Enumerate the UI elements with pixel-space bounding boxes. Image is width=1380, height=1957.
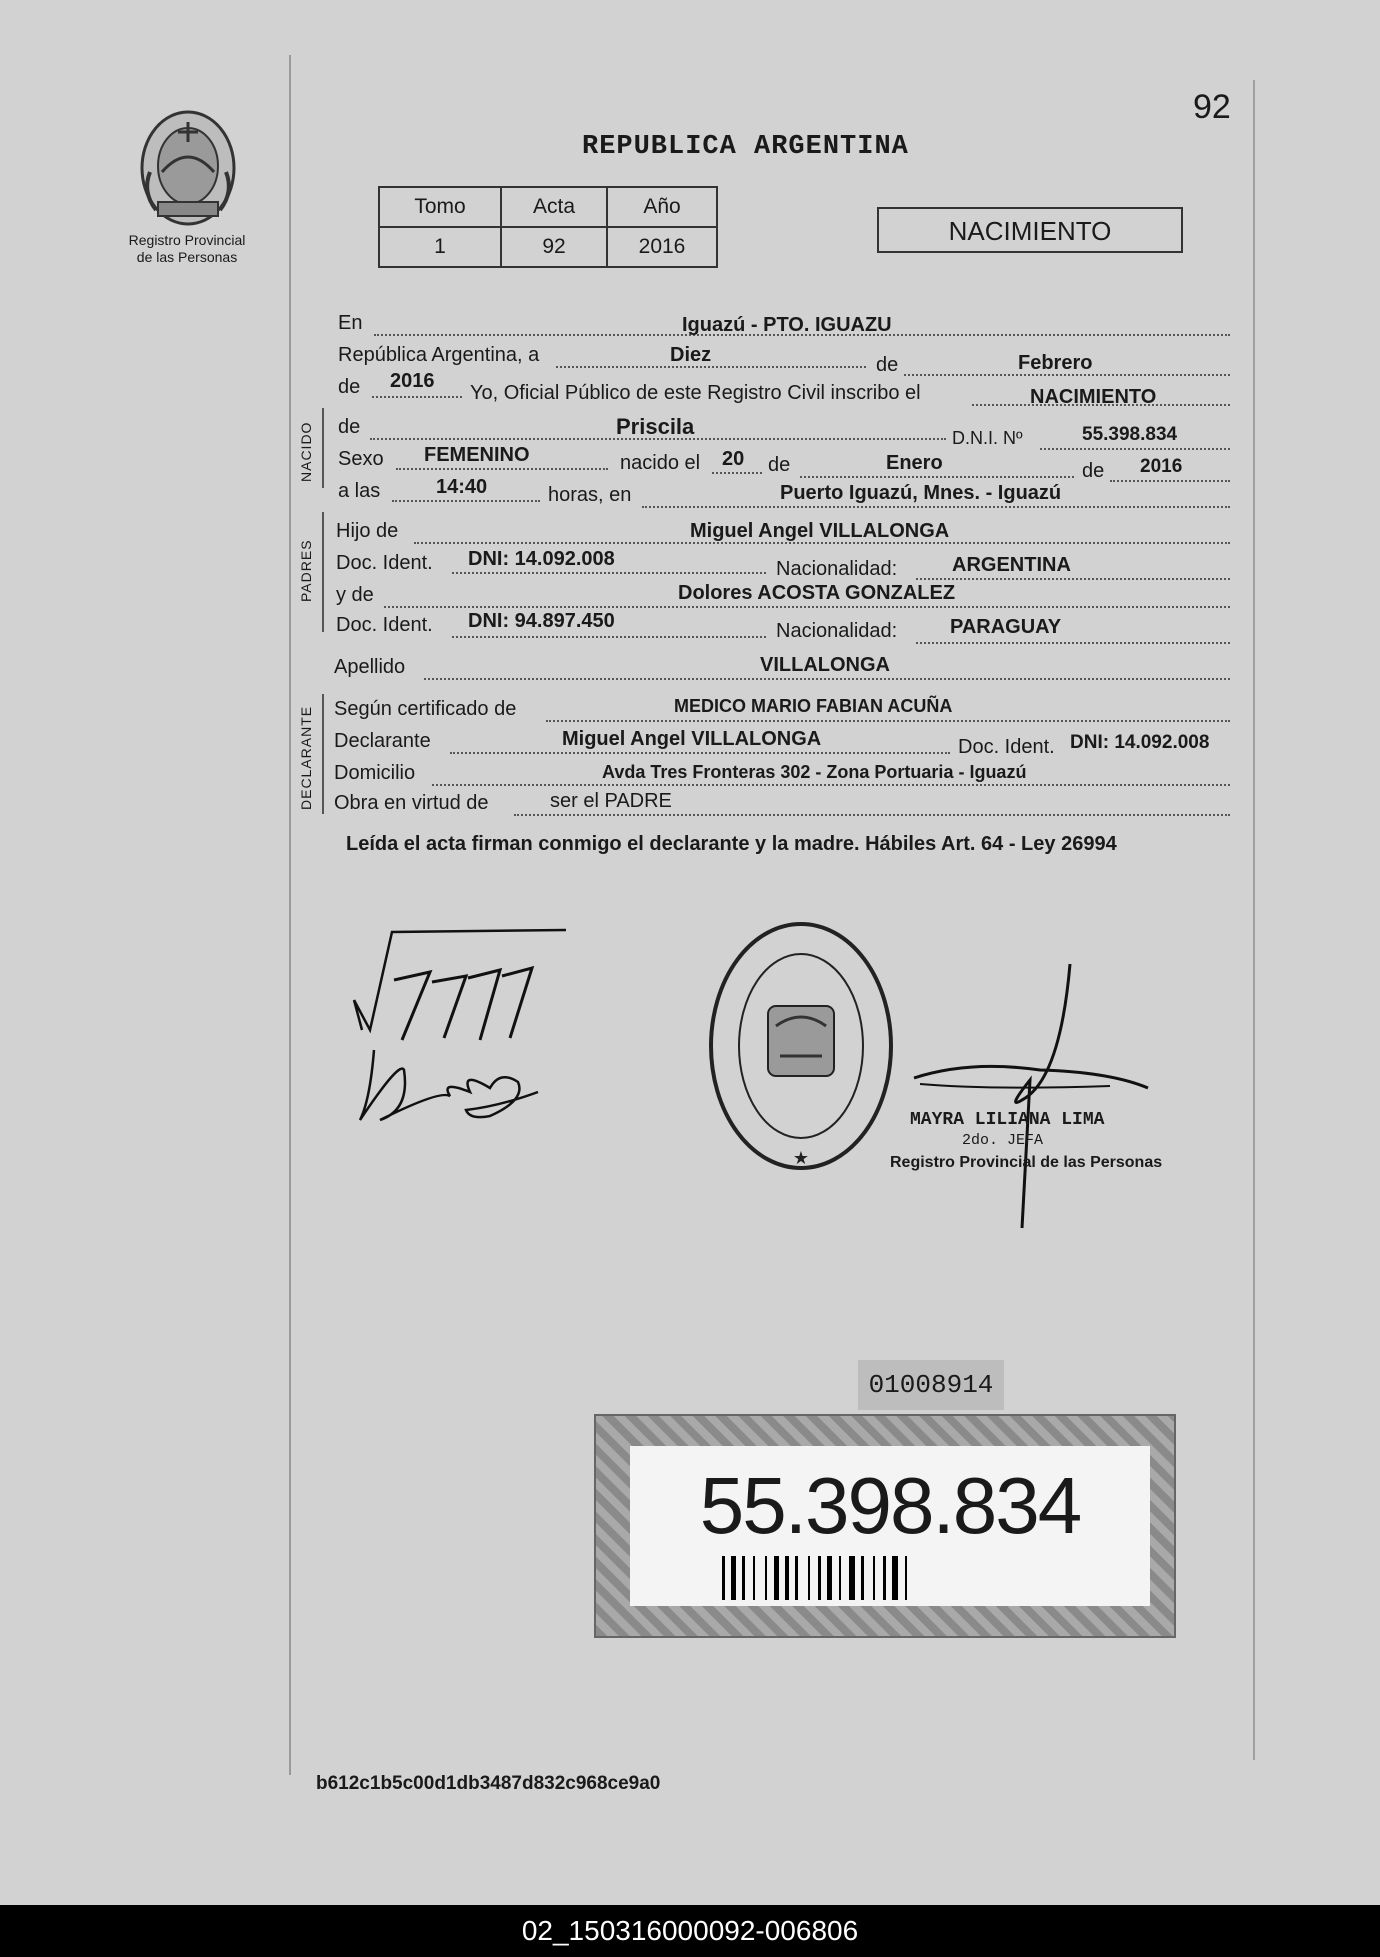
signatory-name: MAYRA LILIANA LIMA (910, 1110, 1105, 1130)
section-bracket (322, 694, 324, 814)
label-de-year: de (338, 376, 361, 398)
section-bracket (322, 512, 324, 632)
value-sex: FEMENINO (424, 444, 530, 466)
value-year: 2016 (390, 370, 435, 392)
value-certificate: MEDICO MARIO FABIAN ACUÑA (674, 696, 953, 716)
official-seal-icon (706, 916, 896, 1176)
dotted-line (1110, 480, 1230, 482)
side-label-nacido: NACIDO (298, 421, 314, 482)
barcode-icon (722, 1556, 1062, 1600)
left-margin-line (289, 55, 291, 1775)
value-father: Miguel Angel VILLALONGA (690, 520, 950, 542)
dotted-line (546, 720, 1230, 722)
label-officer: Yo, Oficial Público de este Registro Civil inscribo el (470, 382, 921, 404)
value-father-nat: ARGENTINA (952, 554, 1071, 576)
value-address: Avda Tres Fronteras 302 - Zona Portuaria - Iguazú (602, 762, 1027, 782)
document-hash: b612c1b5c00d1db3487d832c968ce9a0 (316, 1773, 661, 1794)
closing-statement: Leída el acta firman conmigo el declarante y la madre. Hábiles Art. 64 - Ley 26994 (346, 833, 1117, 855)
value-name: Priscila (616, 414, 695, 439)
province-coat-of-arms-icon (132, 102, 244, 230)
label-horas-en: horas, en (548, 484, 632, 506)
label-domicilio: Domicilio (334, 762, 416, 784)
registry-table (378, 186, 718, 268)
officer-signature (910, 960, 1150, 1230)
section-bracket (322, 408, 324, 488)
value-record: NACIMIENTO (1030, 386, 1157, 408)
value-reason: ser el PADRE (550, 790, 672, 812)
label-nacido-el: nacido el (620, 452, 701, 474)
dotted-line (514, 814, 1230, 816)
dotted-line (384, 606, 1230, 608)
value-birth-time: 14:40 (436, 476, 488, 498)
value-mother-doc: DNI: 94.897.450 (468, 610, 615, 632)
logo-caption-line2: de las Personas (136, 249, 238, 265)
dotted-line (800, 476, 1074, 478)
label-de-day: de (768, 454, 791, 476)
dotted-line (372, 396, 462, 398)
label-de: de (876, 354, 899, 376)
label-hijo-de: Hijo de (336, 520, 399, 542)
logo-caption (112, 232, 262, 266)
value-month: Febrero (1018, 352, 1093, 374)
security-sticker (594, 1414, 1176, 1638)
label-nacionalidad-1: Nacionalidad: (776, 558, 898, 580)
dotted-line (452, 636, 766, 638)
label-sexo: Sexo (338, 448, 384, 470)
table-header-acta: Acta (501, 187, 607, 227)
dotted-line (1040, 448, 1230, 450)
value-birth-month: Enero (886, 452, 943, 474)
dotted-line (916, 578, 1230, 580)
logo-caption-line1: Registro Provincial (128, 232, 246, 248)
value-surname: VILLALONGA (760, 654, 890, 676)
side-label-declarante: DECLARANTE (298, 705, 314, 810)
value-declarant: Miguel Angel VILLALONGA (562, 728, 822, 750)
label-nacionalidad-2: Nacionalidad: (776, 620, 898, 642)
label-a-las: a las (338, 480, 381, 502)
value-mother: Dolores ACOSTA GONZALEZ (678, 582, 956, 604)
label-en: En (338, 312, 363, 334)
value-birth-place: Puerto Iguazú, Mnes. - Iguazú (780, 482, 1062, 504)
label-doc-ident-3: Doc. Ident. (958, 736, 1055, 758)
document-title: REPUBLICA ARGENTINA (582, 132, 909, 162)
record-type-box: NACIMIENTO (877, 207, 1183, 253)
side-label-padres: PADRES (298, 539, 314, 602)
label-doc-ident-1: Doc. Ident. (336, 552, 433, 574)
value-day-word: Diez (670, 344, 712, 366)
dotted-line (450, 752, 950, 754)
value-father-doc: DNI: 14.092.008 (468, 548, 615, 570)
table-value-tomo: 1 (379, 227, 501, 267)
dotted-line (396, 468, 608, 470)
value-dni: 55.398.834 (1082, 424, 1178, 445)
value-mother-nat: PARAGUAY (950, 616, 1062, 638)
signatory-office: Registro Provincial de las Personas (890, 1154, 1163, 1171)
right-margin-line (1253, 80, 1255, 1760)
label-declarante: Declarante (334, 730, 431, 752)
label-republica: República Argentina, a (338, 344, 540, 366)
value-place: Iguazú - PTO. IGUAZU (682, 314, 892, 336)
label-de-month: de (1082, 460, 1105, 482)
table-value-acta: 92 (501, 227, 607, 267)
label-segun: Según certificado de (334, 698, 517, 720)
table-header-anio: Año (607, 187, 717, 227)
value-birth-day: 20 (722, 448, 745, 470)
label-dni: D.N.I. Nº (952, 428, 1023, 448)
signatory-role: 2do. JEFA (962, 1132, 1044, 1149)
dotted-line (642, 506, 1230, 508)
value-declarant-doc: DNI: 14.092.008 (1070, 732, 1210, 753)
sticker-number: 55.398.834 (699, 1461, 1081, 1550)
scan-footer-id: 02_150316000092-006806 (0, 1905, 1380, 1957)
label-y-de: y de (336, 584, 374, 606)
dotted-line (424, 678, 1230, 680)
label-de-name: de (338, 416, 361, 438)
dotted-line (392, 500, 540, 502)
svg-text:★: ★ (792, 1148, 810, 1169)
sticker-label (630, 1446, 1150, 1606)
label-doc-ident-2: Doc. Ident. (336, 614, 433, 636)
serial-stamp: 01008914 (858, 1360, 1004, 1410)
label-obra: Obra en virtud de (334, 792, 489, 814)
value-birth-year: 2016 (1140, 456, 1183, 477)
table-value-anio: 2016 (607, 227, 717, 267)
dotted-line (712, 472, 762, 474)
table-header-tomo: Tomo (379, 187, 501, 227)
label-apellido: Apellido (334, 656, 406, 678)
dotted-line (452, 572, 766, 574)
page-number: 92 (1193, 88, 1231, 126)
dotted-line (432, 784, 1230, 786)
dotted-line (916, 642, 1230, 644)
declarant-signature (340, 920, 580, 1140)
